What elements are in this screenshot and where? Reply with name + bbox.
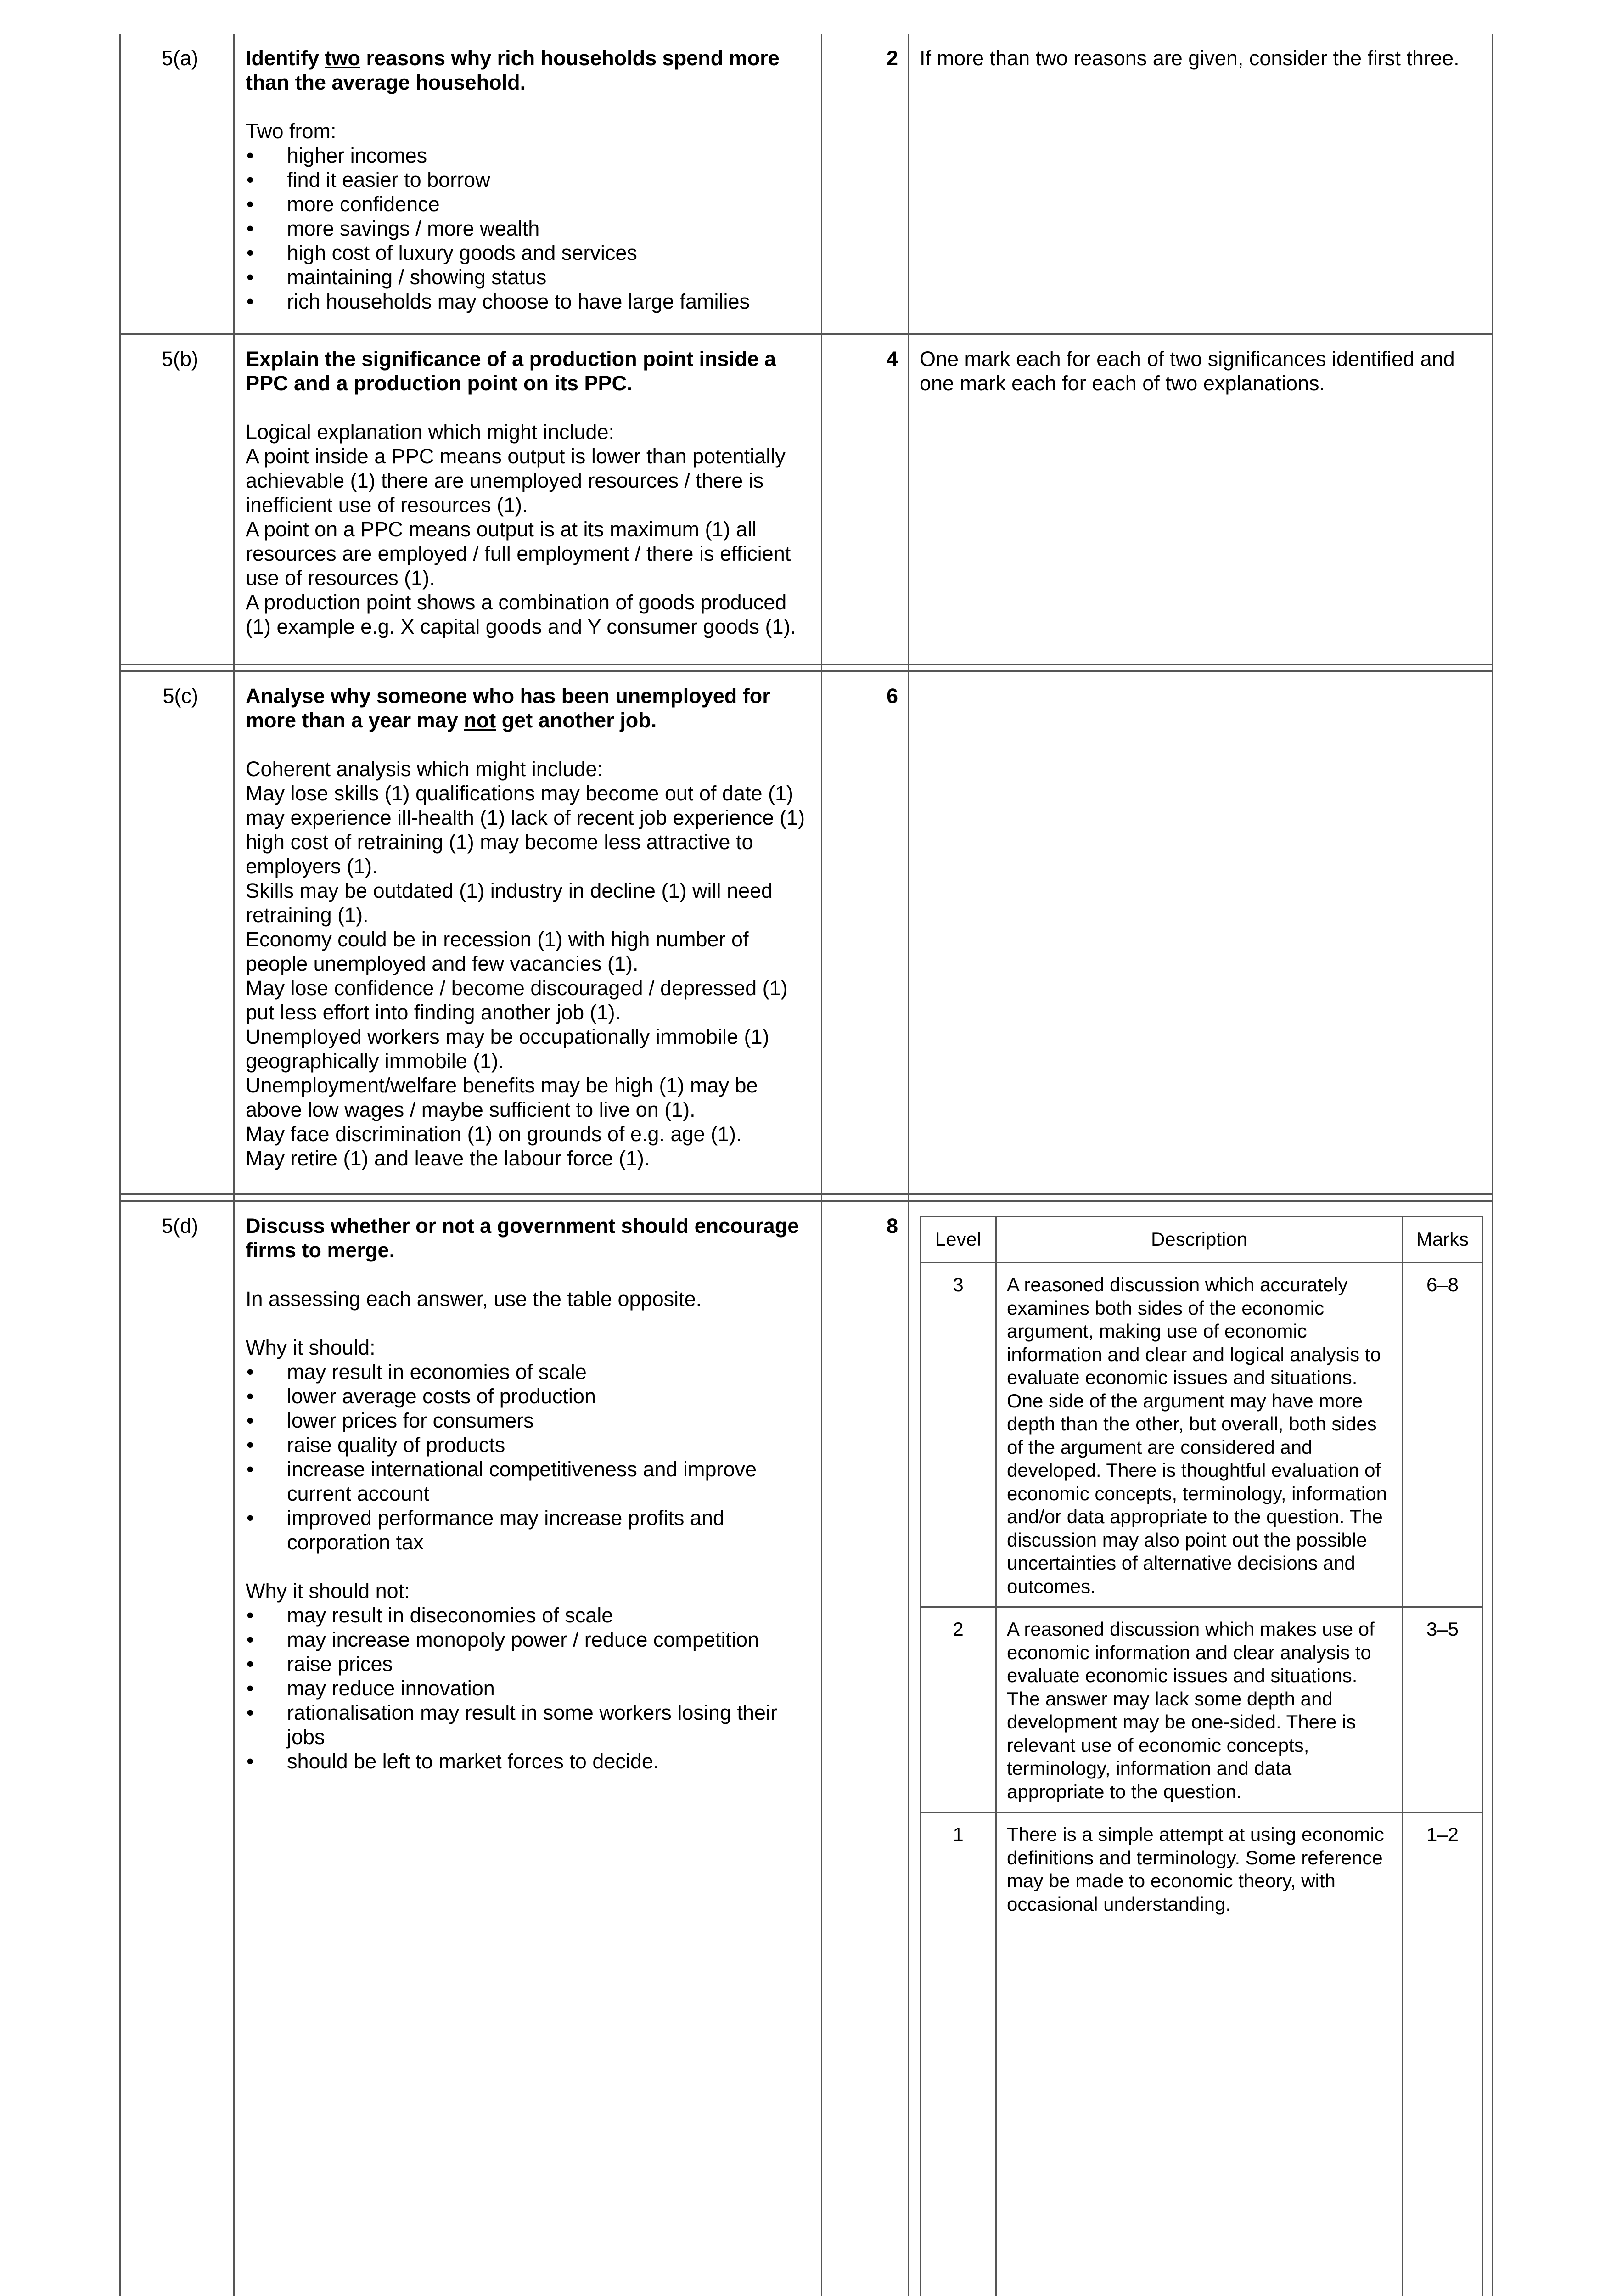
answer-intro: Logical explanation which might include: — [246, 420, 811, 444]
question-number: 5(a) — [120, 34, 234, 334]
guidance-cell — [909, 1201, 1493, 2296]
level-marks: 6–8 — [1403, 1263, 1483, 1607]
marks-value: 8 — [822, 1201, 909, 2296]
level-marks: 1–2 — [1403, 1812, 1483, 2296]
answer-line: A point inside a PPC means output is lower than potentially achievable (1) there are unemployed resources / there is inefficient use of resources (1). — [246, 444, 811, 517]
level-description: A reasoned discussion which accurately examines both sides of the economic argument, making use of economic information and clear and logical analysis to evaluate economic issues and situations. One side of the argument may have more depth than the other, but overall, both sides of the argument are considered and developed. There is thoughtful evaluation of economic concepts, terminology, information and/or data appropriate to the question. The discussion may also point out the possible uncertainties of alternative decisions and outcomes. — [996, 1263, 1403, 1607]
marks-value: 2 — [822, 34, 909, 334]
level-table-header — [921, 1217, 1483, 1263]
answer-line: Unemployment/welfare benefits may be high (1) may be above low wages / maybe sufficient to live on (1). — [246, 1073, 811, 1122]
question-number: 5(b) — [120, 334, 234, 664]
list-item: • may result in diseconomies of scale — [246, 1603, 811, 1627]
against-bullets — [246, 1603, 811, 1773]
list-item: • may result in economies of scale — [246, 1360, 811, 1384]
level-number: 2 — [921, 1607, 996, 1812]
marks-value: 6 — [822, 671, 909, 1194]
list-item: • higher incomes — [246, 143, 811, 168]
answer-line: Unemployed workers may be occupationally immobile (1) geographically immobile (1). — [246, 1024, 811, 1073]
question-prompt: Identify two reasons why rich households spend more than the average household. — [246, 46, 811, 95]
list-item: • rationalisation may result in some workers losing their jobs — [246, 1700, 811, 1749]
level-number: 3 — [921, 1263, 996, 1607]
answer-line: A production point shows a combination of goods produced (1) example e.g. X capital goods and Y consumer goods (1). — [246, 590, 811, 639]
question-row-5a — [120, 34, 1493, 334]
underlined-word: not — [464, 709, 496, 732]
answer-intro: Coherent analysis which might include: — [246, 757, 811, 781]
answer-line: May lose confidence / become discouraged / depressed (1) put less effort into finding another job (1). — [246, 976, 811, 1024]
answer-line: May retire (1) and leave the labour force (1). — [246, 1146, 811, 1171]
for-bullets — [246, 1360, 811, 1554]
answer-bullets — [246, 143, 811, 314]
answer-cell — [234, 34, 822, 334]
list-item: • lower prices for consumers — [246, 1408, 811, 1433]
list-item: • may increase monopoly power / reduce competition — [246, 1627, 811, 1652]
header-marks: Marks — [1403, 1217, 1483, 1263]
level-row — [921, 1607, 1483, 1812]
guidance-text — [909, 671, 1493, 1194]
list-item: • maintaining / showing status — [246, 265, 811, 289]
list-item: • raise prices — [246, 1652, 811, 1676]
against-heading: Why it should not: — [246, 1579, 811, 1603]
guidance-text: If more than two reasons are given, consider the first three. — [909, 34, 1493, 334]
list-item: • increase international competitiveness and improve current account — [246, 1457, 811, 1506]
list-item: • lower average costs of production — [246, 1384, 811, 1408]
answer-line: May face discrimination (1) on grounds of e.g. age (1). — [246, 1122, 811, 1146]
list-item: • rich households may choose to have large families — [246, 289, 811, 314]
level-number: 1 — [921, 1812, 996, 2296]
answer-line: Economy could be in recession (1) with high number of people unemployed and few vacancies (1). — [246, 927, 811, 976]
level-marks: 3–5 — [1403, 1607, 1483, 1812]
list-item: • improved performance may increase profits and corporation tax — [246, 1506, 811, 1554]
underlined-word: two — [325, 46, 360, 70]
question-row-5d — [120, 1201, 1493, 2296]
list-item: • should be left to market forces to decide. — [246, 1749, 811, 1773]
guidance-text: One mark each for each of two significances identified and one mark each for each of two explanations. — [909, 334, 1493, 664]
answer-intro: In assessing each answer, use the table opposite. — [246, 1287, 811, 1311]
question-row-5b — [120, 334, 1493, 664]
answer-cell — [234, 334, 822, 664]
answer-line: A point on a PPC means output is at its maximum (1) all resources are employed / full employment / there is efficient use of resources (1). — [246, 517, 811, 590]
level-descriptor-table — [920, 1216, 1483, 2296]
mark-scheme-table — [119, 34, 1493, 2296]
for-heading: Why it should: — [246, 1335, 811, 1360]
row-separator — [120, 1194, 1493, 1201]
header-level: Level — [921, 1217, 996, 1263]
list-item: • find it easier to borrow — [246, 168, 811, 192]
answer-intro: Two from: — [246, 119, 811, 143]
list-item: • may reduce innovation — [246, 1676, 811, 1700]
marks-value: 4 — [822, 334, 909, 664]
level-row — [921, 1263, 1483, 1607]
question-prompt: Discuss whether or not a government should encourage firms to merge. — [246, 1214, 811, 1262]
question-prompt: Explain the significance of a production point inside a PPC and a production point on its PPC. — [246, 347, 811, 395]
list-item: • high cost of luxury goods and services — [246, 241, 811, 265]
list-item: • more savings / more wealth — [246, 216, 811, 241]
answer-cell — [234, 671, 822, 1194]
level-description: A reasoned discussion which makes use of economic information and clear analysis to evaluate economic issues and situations. The answer may lack some depth and development may be one-sided. There is relevant use of economic concepts, terminology, information and data appropriate to the question. — [996, 1607, 1403, 1812]
question-number: 5(d) — [120, 1201, 234, 2296]
question-row-5c — [120, 671, 1493, 1194]
header-description: Description — [996, 1217, 1403, 1263]
answer-line: May lose skills (1) qualifications may become out of date (1) may experience ill-health (1) lack of recent job experience (1) high cost of retraining (1) may become less attractive to employers (1). — [246, 781, 811, 878]
list-item: • more confidence — [246, 192, 811, 216]
question-prompt: Analyse why someone who has been unemployed for more than a year may not get another job. — [246, 684, 811, 732]
list-item: • raise quality of products — [246, 1433, 811, 1457]
level-description: There is a simple attempt at using economic definitions and terminology. Some reference may be made to economic theory, with occasional understanding. — [996, 1812, 1403, 2296]
row-separator — [120, 664, 1493, 671]
level-row — [921, 1812, 1483, 2296]
question-number: 5(c) — [120, 671, 234, 1194]
answer-line: Skills may be outdated (1) industry in decline (1) will need retraining (1). — [246, 878, 811, 927]
answer-cell — [234, 1201, 822, 2296]
